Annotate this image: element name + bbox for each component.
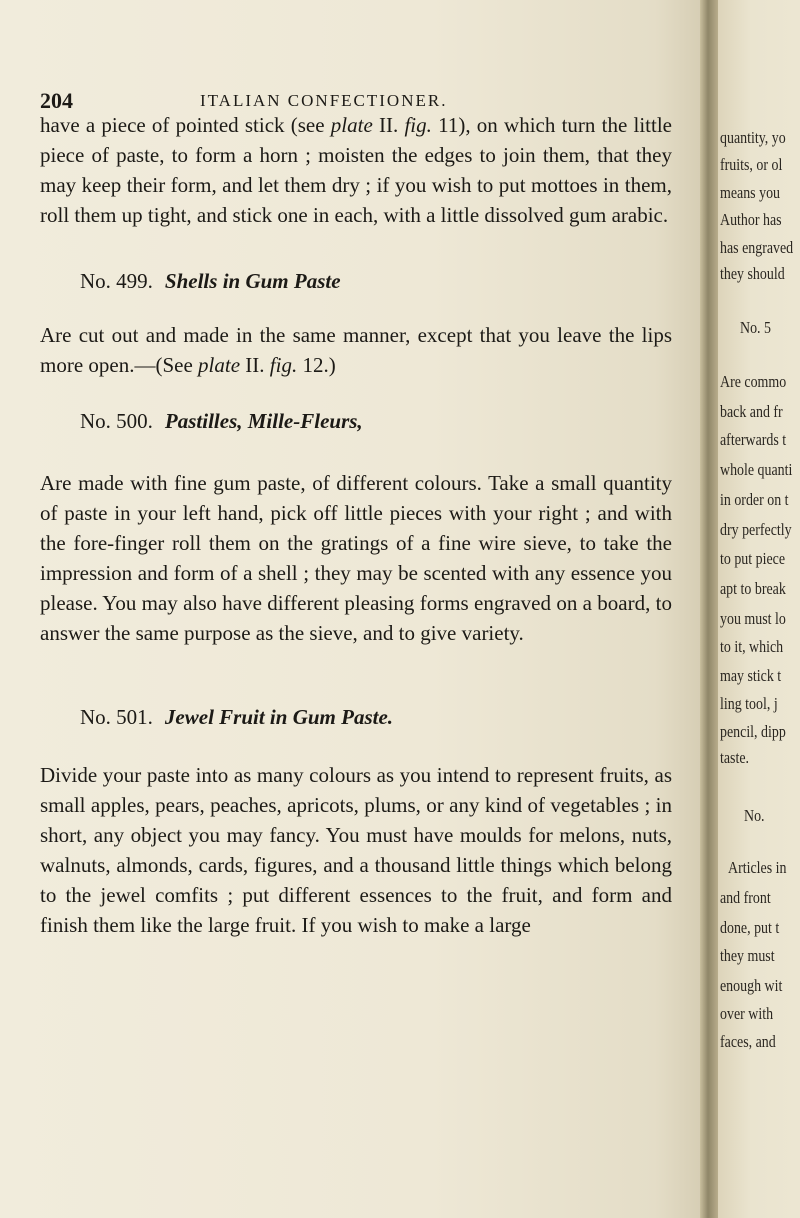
facing-text-fragment: to put piece xyxy=(720,549,786,568)
text-run: 11), on which turn the little piece of paste, to form a horn ; moisten the edges to join them, that they may keep their form, and let them dry ; if you wish to put mottoes in them, roll them up tight, and stick one in each, with a little dissolved gum arabic. xyxy=(40,113,672,227)
facing-text-fragment: Are commo xyxy=(720,372,787,391)
paragraph-horn-instructions xyxy=(40,110,672,230)
facing-text-fragment: in order on t xyxy=(720,490,789,509)
recipe-number: No. 501. xyxy=(80,705,153,729)
text-run: II. xyxy=(240,353,270,377)
facing-text-fragment: you must lo xyxy=(720,609,786,628)
recipe-title: Jewel Fruit in Gum Paste. xyxy=(164,705,394,729)
recipe-title: Shells in Gum Paste xyxy=(164,269,341,293)
facing-text-fragment: enough wit xyxy=(720,976,783,995)
facing-text-fragment: dry perfectly xyxy=(720,520,792,539)
facing-text-fragment: means you xyxy=(720,183,781,202)
book-gutter xyxy=(700,0,718,1218)
facing-text-fragment: quantity, yo xyxy=(720,128,786,147)
text-run: have a piece of pointed stick (see xyxy=(40,113,331,137)
italic-plate: plate xyxy=(198,353,241,377)
paragraph-shells xyxy=(40,320,672,380)
facing-text-fragment: Articles in xyxy=(728,858,787,877)
page-number: 204 xyxy=(40,88,73,113)
recipe-heading-499 xyxy=(80,266,680,296)
text-run: 12.) xyxy=(297,353,336,377)
facing-text-fragment: fruits, or ol xyxy=(720,155,783,174)
italic-fig: fig. xyxy=(404,113,432,137)
facing-text-fragment: whole quanti xyxy=(720,460,793,479)
facing-text-fragment: Author has xyxy=(720,210,782,229)
facing-text-fragment: taste. xyxy=(720,748,750,767)
facing-text-fragment: faces, and xyxy=(720,1032,776,1051)
recipe-heading-500 xyxy=(80,406,680,436)
text-run: II. xyxy=(372,113,405,137)
facing-text-fragment: pencil, dipp xyxy=(720,722,786,741)
facing-text-fragment: and front xyxy=(720,888,771,907)
paragraph-pastilles: Are made with fine gum paste, of different colours. Take a small quantity of paste in your left hand, pick off little pieces with your right ; and with the fore-finger roll them on the gratings of a fine wire sieve, to take the impression and form of a shell ; they may be scented with any essence you please. You may also have different pleasing forms engraved on a board, to answer the same purpose as the sieve, and to give variety. xyxy=(40,471,672,645)
facing-text-fragment: back and fr xyxy=(720,402,783,421)
recipe-number: No. 500. xyxy=(80,409,153,433)
facing-text-fragment: to it, which xyxy=(720,637,784,656)
italic-fig: fig. xyxy=(269,353,298,377)
recipe-number: No. 499. xyxy=(80,269,153,293)
facing-page-edge xyxy=(718,0,800,1218)
facing-text-fragment: No. xyxy=(744,806,765,825)
italic-plate: plate xyxy=(330,113,373,137)
facing-text-fragment: apt to break xyxy=(720,579,786,598)
facing-text-fragment: has engraved xyxy=(720,238,794,257)
facing-text-fragment: ling tool, j xyxy=(720,694,778,713)
text-run: Are cut out and made in the same manner, except that you leave the lips more open.—(See xyxy=(40,323,672,377)
recipe-title: Pastilles, Mille-Fleurs, xyxy=(164,409,363,433)
facing-text-fragment: done, put t xyxy=(720,918,780,937)
paragraph-jewel-fruit: Divide your paste into as many colours as you intend to represent fruits, as small apples, pears, peaches, apricots, plums, or any kind of vegetables ; in short, any object you may fancy. You must have moulds for melons, nuts, walnuts, almonds, cards, figures, and a thousand little things which belong to the jewel comfits ; put different essences to the fruit, and form and finish them like the large fruit. If you wish to make a large xyxy=(40,763,672,937)
running-head: ITALIAN CONFECTIONER. xyxy=(200,91,448,110)
recipe-heading-501 xyxy=(80,702,680,732)
facing-text-fragment: may stick t xyxy=(720,666,782,685)
facing-text-fragment: they must xyxy=(720,946,775,965)
facing-text-fragment: afterwards t xyxy=(720,430,787,449)
facing-text-fragment: No. 5 xyxy=(740,318,771,337)
facing-text-fragment: over with xyxy=(720,1004,774,1023)
facing-text-fragment: they should xyxy=(720,264,785,283)
